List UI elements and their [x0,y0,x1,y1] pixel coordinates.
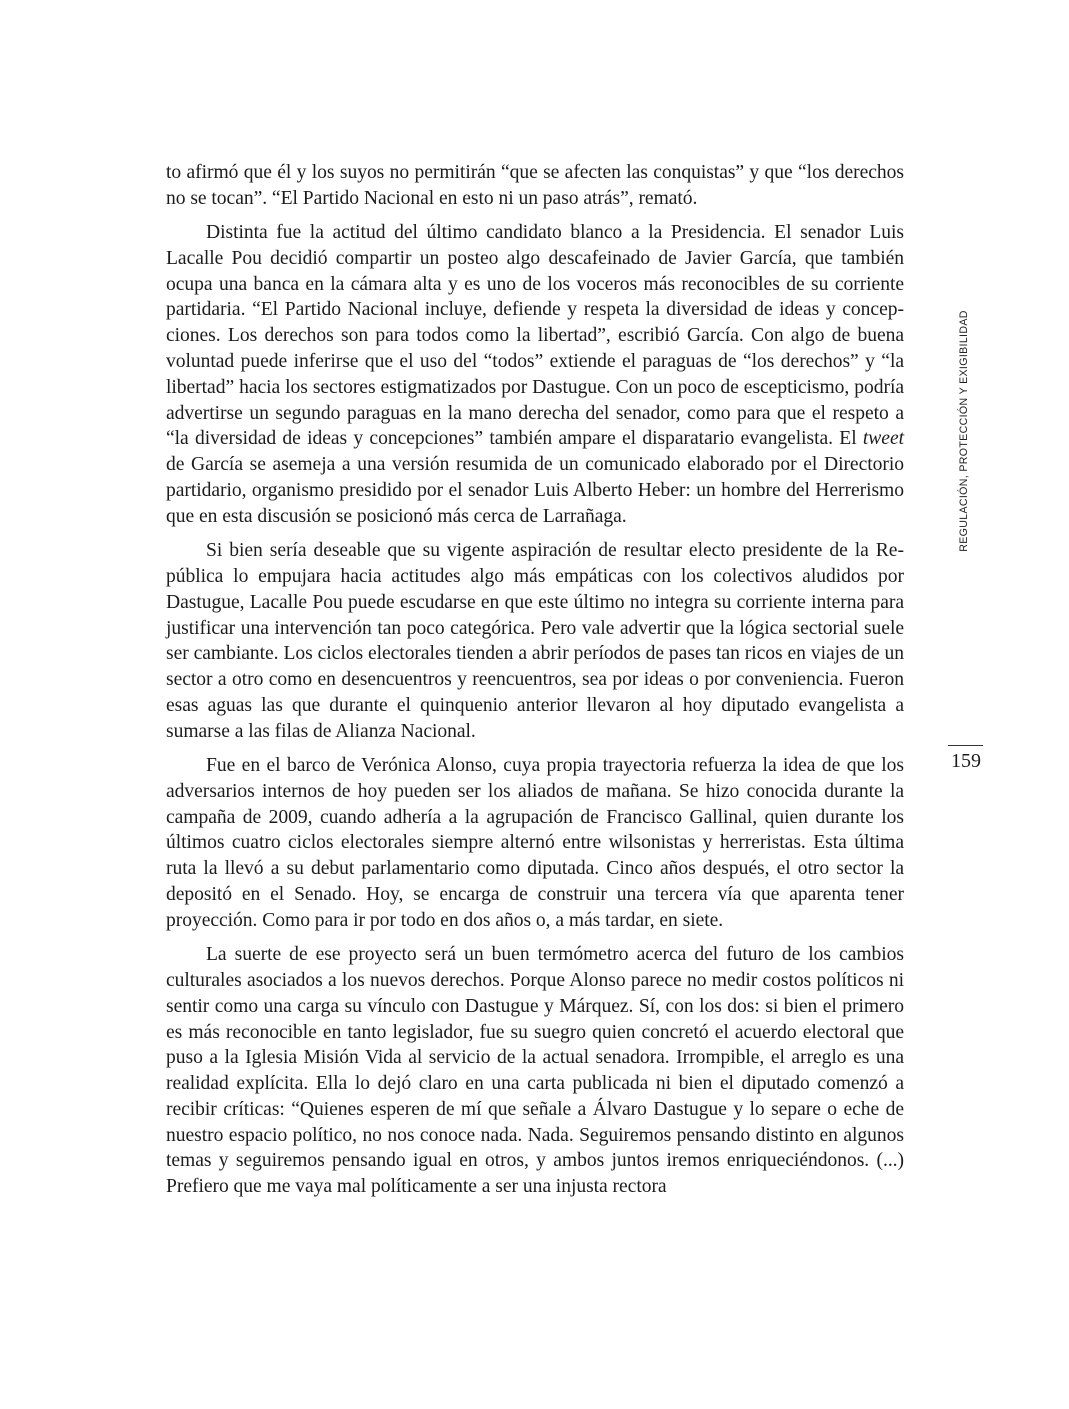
running-header: REGULACIÓN, PROTECCIÓN Y EXIGIBILIDAD [958,310,970,552]
page-number-rule [948,745,983,746]
paragraph-2-italic-term: tweet [862,428,904,450]
paragraph-2-text-a: Distinta fue la actitud del último candidato blanco a la Presidencia. El senador Luis Lacalle Pou decidió compartir un posteo algo descafeinado de Javier García, que también ocupa una banca en la cámara alta y es uno de los voceros más reconocibles de su corriente partidaria. “El Partido Nacional incluye, defiende y respeta la diversidad de ideas y concepciones. Los derechos son para todos como la libertad”, escribió García. Con algo de buena voluntad puede inferirse que el uso del “todos” extiende el paraguas de “los derechos” y “la libertad” hacia los sectores estigmatizados por Dastugue. Con un poco de escepticismo, podría advertirse un segundo paraguas en la mano derecha del senador, como para que el respeto a “la diversidad de ideas y concepciones” también ampare el disparatario evangelista. El [166,222,904,450]
paragraph-2 [166,220,904,530]
page-body [166,160,904,1209]
paragraph-1-text: to afirmó que él y los suyos no permitirán “que se afecten las conquistas” y que “los derechos no se tocan”. “El Partido Nacional en esto ni un paso atrás”, remató. [166,162,904,209]
page-number: 159 [951,750,981,772]
paragraph-5 [166,942,904,1200]
paragraph-3 [166,538,904,744]
paragraph-3-text: Si bien sería deseable que su vigente aspiración de resultar electo presidente de la República lo empujara hacia actitudes algo más empáticas con los colectivos aludidos por Dastugue, Lacalle Pou puede escudarse en que este último no integra su corriente interna para justificar una intervención tan poco categórica. Pero vale advertir que la lógica sectorial suele ser cambiante. Los ciclos electorales tienden a abrir períodos de pases tan ricos en viajes de un sector a otro como en desencuentros y reencuentros, sea por ideas o por conveniencia. Fueron esas aguas las que durante el quinquenio anterior llevaron al hoy diputado evangelista a sumarse a las filas de Alianza Nacional. [166,540,904,742]
paragraph-1 [166,160,904,212]
paragraph-2-text-b: de García se asemeja a una versión resumida de un comunicado elaborado por el Directorio partidario, organismo presidido por el senador Luis Alberto Heber: un hombre del Herrerismo que en esta discusión se posicionó más cerca de Larrañaga. [166,454,904,527]
paragraph-4-text: Fue en el barco de Verónica Alonso, cuya propia trayectoria refuerza la idea de que los adversarios internos de hoy pueden ser los aliados de mañana. Se hizo conocida durante la campaña de 2009, cuando adhería a la agrupación de Francisco Gallinal, quien durante los últimos cuatro ciclos electorales siempre alternó entre wilsonistas y herreristas. Esta última ruta la llevó a su debut parlamentario como diputada. Cinco años después, el otro sector la depositó en el Senado. Hoy, se encarga de construir una tercera vía que aparenta tener proyección. Como para ir por todo en dos años o, a más tardar, en siete. [166,755,904,931]
paragraph-4 [166,753,904,934]
paragraph-5-text: La suerte de ese proyecto será un buen termómetro acerca del futuro de los cambios culturales asociados a los nuevos derechos. Porque Alonso parece no medir costos políticos ni sentir como una carga su vínculo con Dastugue y Márquez. Sí, con los dos: si bien el primero es más reconocible en tanto legislador, fue su suegro quien concretó el acuerdo electoral que puso a la Iglesia Misión Vida al servicio de la actual senadora. Irrompible, el arreglo es una realidad explícita. Ella lo dejó claro en una carta publicada ni bien el diputado comenzó a recibir críticas: “Quienes esperen de mí que señale a Álvaro Dastugue y lo separe o eche de nuestro espacio político, no nos conoce nada. Nada. Seguiremos pensando distinto en algunos temas y seguiremos pensando igual en otros, y ambos juntos iremos enriqueciéndonos. (...) Prefiero que me vaya mal políticamente a ser una injusta rectora [166,944,904,1198]
